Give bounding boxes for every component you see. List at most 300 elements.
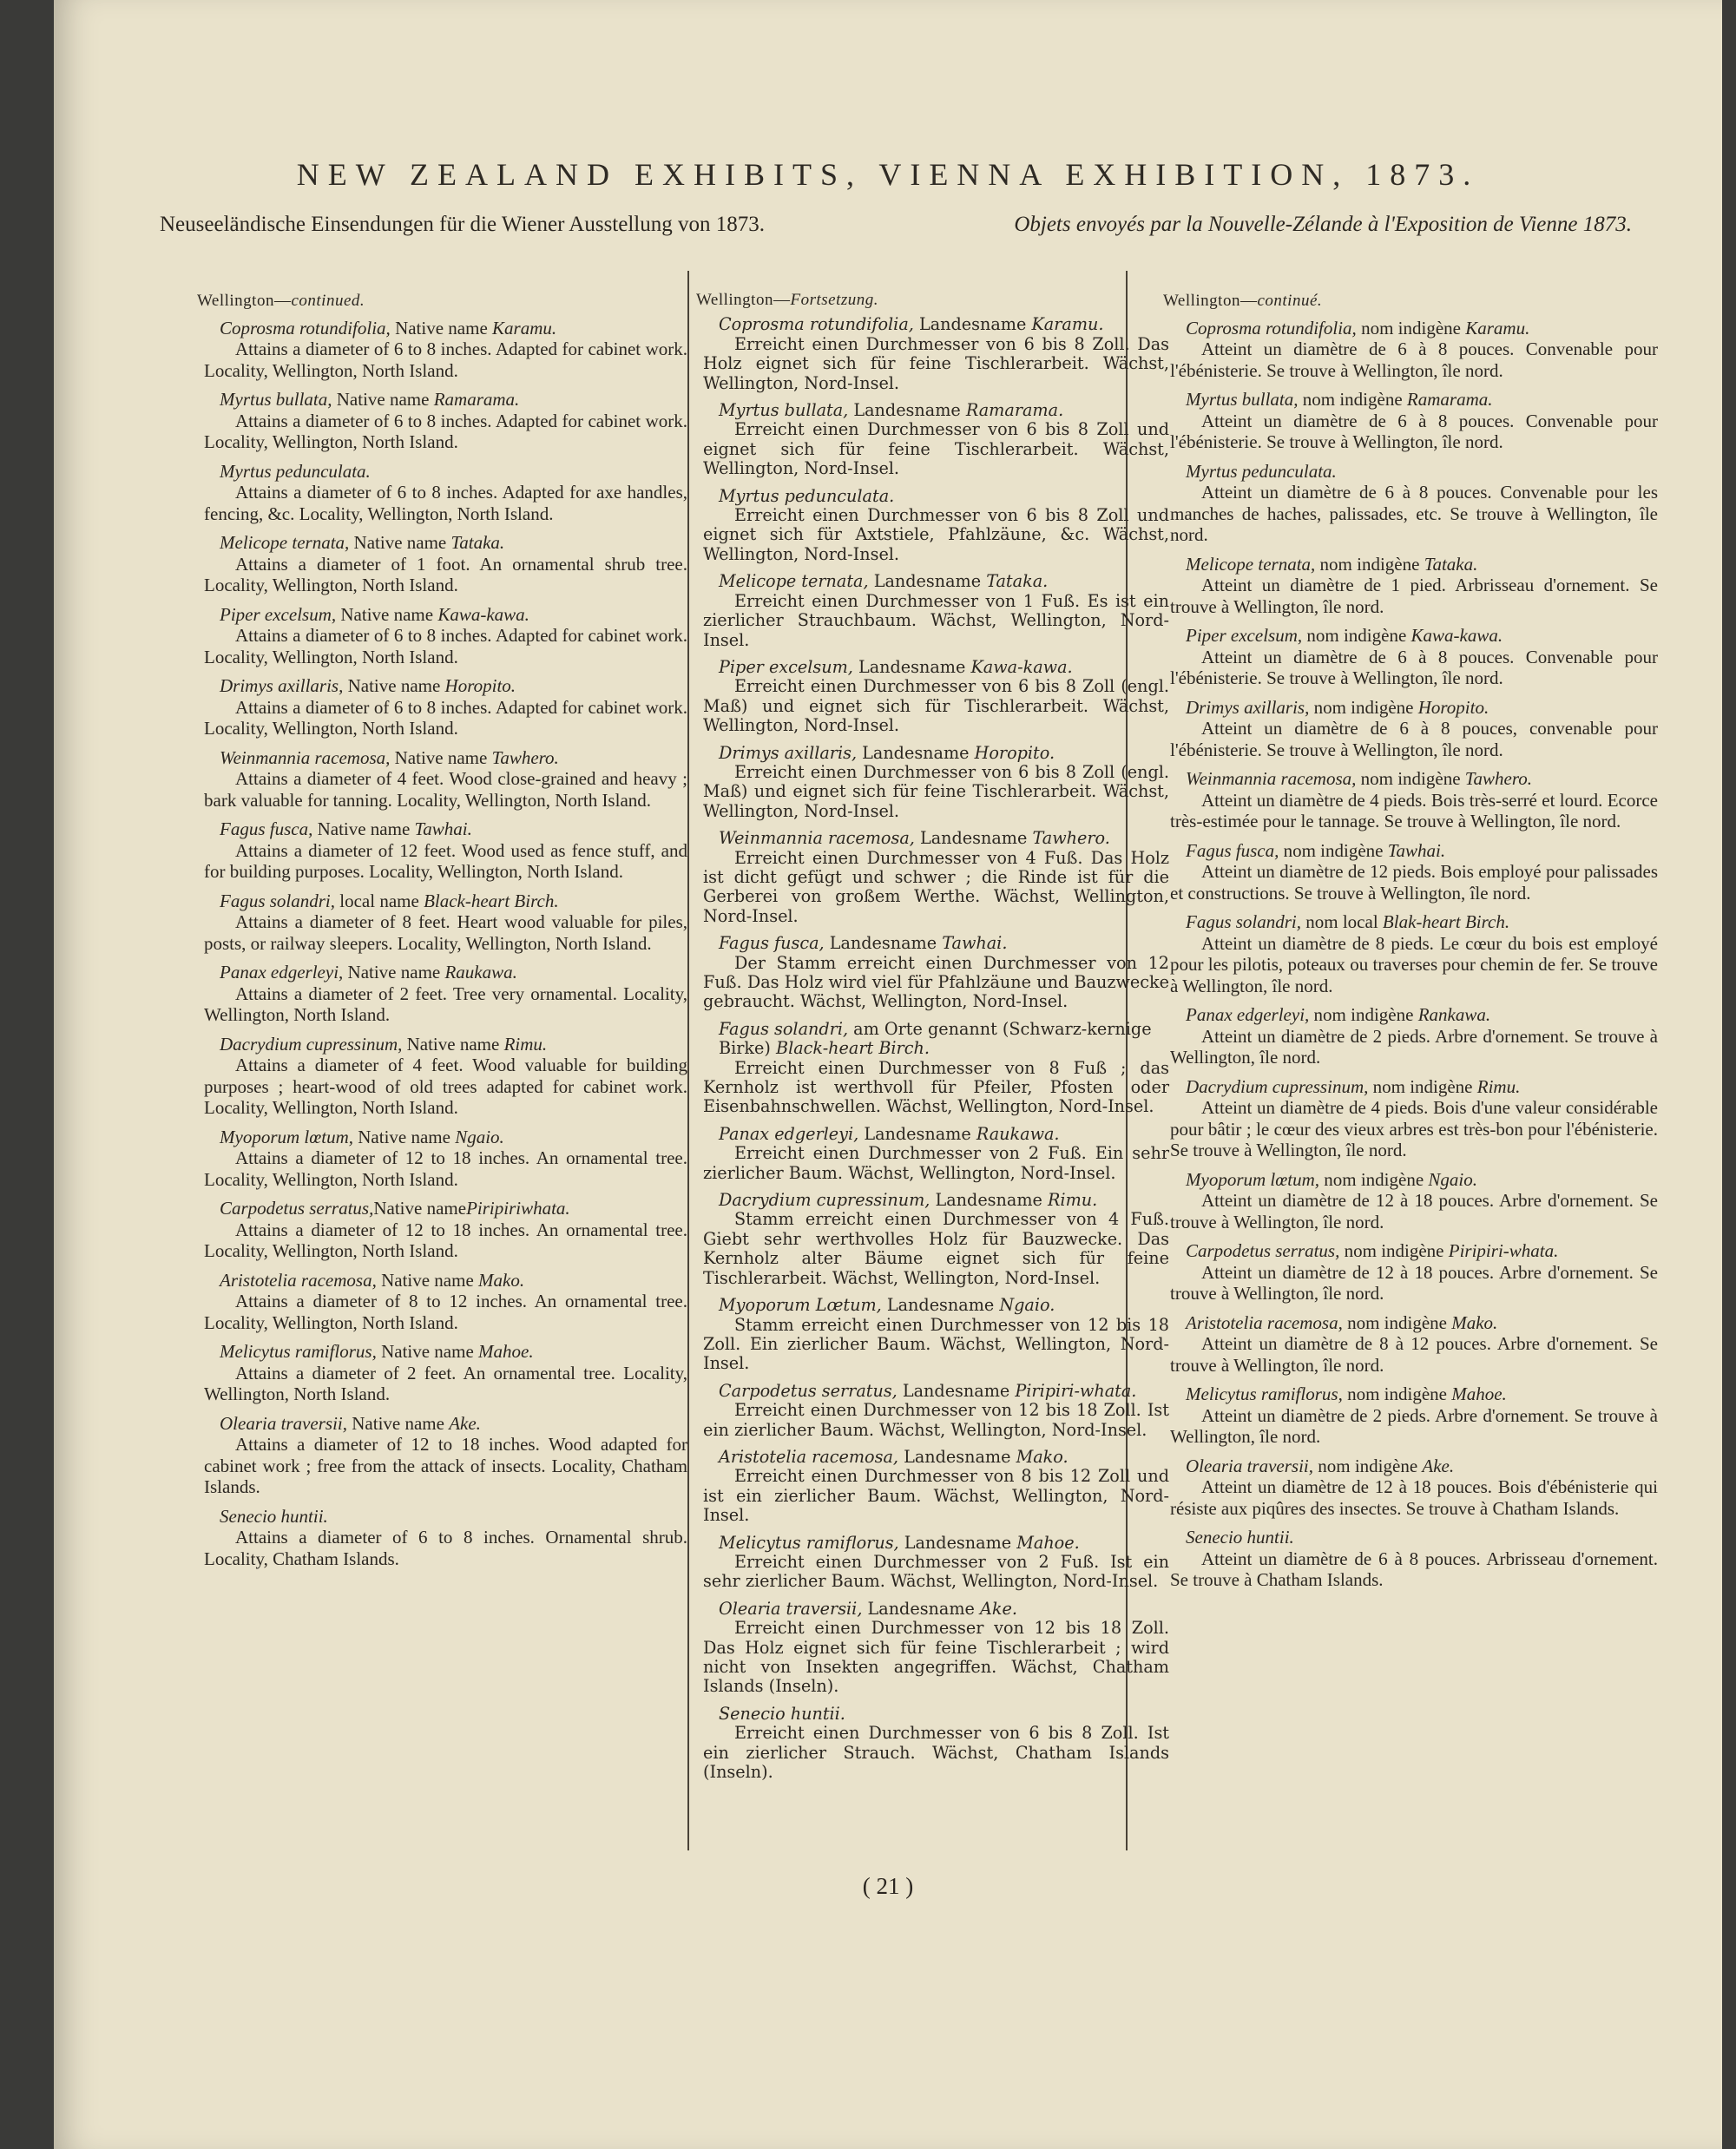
entry-heading xyxy=(197,962,687,983)
entry-heading xyxy=(197,890,687,912)
name-label: Native name xyxy=(376,1341,479,1362)
entry-description: Erreicht einen Durchmesser von 6 bis 8 Zoll (engl. Maß) und eignet sich für feine Tischlerarbeit. Wächst, Wellington, Nord-Insel. xyxy=(703,761,1169,821)
entry-description: Attains a diameter of 6 to 8 inches. Adapted for axe handles, fencing, &c. Locality, Wellington, North Island. xyxy=(204,482,687,524)
entry-heading xyxy=(1163,1076,1658,1098)
local-name: Ramarama. xyxy=(1406,389,1493,410)
entry-description: Atteint un diamètre de 12 à 18 pouces. Arbre d'ornement. Se trouve à Wellington, île nord. xyxy=(1170,1261,1658,1304)
local-name: Raukawa. xyxy=(976,1123,1060,1144)
species-name: Drimys axillaris, xyxy=(719,742,858,763)
entry-heading xyxy=(696,934,1169,953)
entry-heading xyxy=(1163,911,1658,933)
list-item xyxy=(696,1382,1169,1440)
entry-description: Atteint un diamètre de 12 pieds. Bois employé pour palissades et constructions. Se trouve à Wellington, île nord. xyxy=(1170,861,1658,904)
entry-description: Erreicht einen Durchmesser von 2 Fuß. Ist ein sehr zierlicher Baum. Wächst, Wellington, Nord-Insel. xyxy=(703,1551,1169,1592)
list-item xyxy=(696,1296,1169,1374)
entry-description: Erreicht einen Durchmesser von 12 bis 18 Zoll. Das Holz eignet sich für feine Tischlerarbeit ; wird nicht von Insekten angegriffen. Wächst, Chatham Islands (Inseln). xyxy=(703,1618,1169,1697)
entry-description: Atteint un diamètre de 6 à 8 pouces. Convenable pour l'ébénisterie. Se trouve à Wellington, île nord. xyxy=(1170,338,1658,381)
species-name: Fagus fusca, xyxy=(220,818,313,839)
name-label: Landesname xyxy=(852,656,971,677)
list-item xyxy=(1163,318,1658,382)
species-name: Myoporum Lœtum, xyxy=(719,1295,882,1316)
entry-heading xyxy=(197,1270,687,1291)
entry-description: Atteint un diamètre de 6 à 8 pouces. Convenable pour l'ébénisterie. Se trouve à Wellington, île nord. xyxy=(1170,410,1658,452)
list-item xyxy=(197,318,687,382)
subtitle-french: Objets envoyés par la Nouvelle-Zélande à l'Exposition de Vienne 1873. xyxy=(1014,213,1632,236)
local-name: Horopito. xyxy=(444,675,516,696)
name-label: Native name xyxy=(349,532,451,553)
list-item xyxy=(197,461,687,525)
local-name: Rimu. xyxy=(503,1033,548,1055)
local-name: Tawhero. xyxy=(1464,768,1533,789)
list-item xyxy=(1163,1240,1658,1305)
entry-description: Erreicht einen Durchmesser von 12 bis 18 Zoll. Ist ein zierlicher Baum. Wächst, Wellington, Nord-Insel. xyxy=(703,1400,1169,1440)
entry-description: Attains a diameter of 12 to 18 inches. Wood adapted for cabinet work ; free from the attack of insects. Locality, Chatham Islands. xyxy=(204,1434,687,1497)
name-label: nom indigène xyxy=(1319,1168,1429,1190)
local-name: Mahoe. xyxy=(1016,1532,1080,1553)
name-label: nom indigène xyxy=(1302,625,1411,646)
entry-heading xyxy=(696,1191,1169,1210)
species-name: Senecio huntii. xyxy=(220,1505,328,1527)
entry-heading xyxy=(1163,1312,1658,1334)
species-name: Senecio huntii. xyxy=(719,1703,845,1724)
species-name: Panax edgerleyi, xyxy=(1186,1004,1310,1025)
entry-description: Erreicht einen Durchmesser von 6 bis 8 Zoll (engl. Maß) und eignet sich für Tischlerarbeit. Wächst, Wellington, Nord-Insel. xyxy=(703,676,1169,736)
species-name: Drimys axillaris, xyxy=(220,675,344,696)
species-name: Drimys axillaris, xyxy=(1186,696,1310,718)
list-item xyxy=(696,934,1169,1012)
entry-heading xyxy=(197,461,687,483)
name-label: am Orte genannt (Schwarz-kernige Birke) xyxy=(719,1018,1152,1059)
species-name: Aristotelia racemosa, xyxy=(220,1269,377,1291)
column-divider xyxy=(687,271,689,1850)
species-name: Fagus fusca, xyxy=(719,933,825,954)
species-name: Coprosma rotundifolia, xyxy=(719,314,914,335)
entry-heading xyxy=(1163,389,1658,411)
entry-description: Attains a diameter of 4 feet. Wood close-grained and heavy ; bark valuable for tanning. Locality, Wellington, North Island. xyxy=(204,768,687,811)
document-page xyxy=(54,0,1722,2149)
entry-list xyxy=(1163,318,1658,1591)
list-item xyxy=(1163,1312,1658,1377)
name-label: Native name xyxy=(347,1412,450,1434)
name-label: Landesname xyxy=(897,1380,1016,1401)
entry-description: Atteint un diamètre de 4 pieds. Bois très-serré et lourd. Ecorce très-estimée pour le tannage. Se trouve à Wellington, île nord. xyxy=(1170,789,1658,831)
list-item xyxy=(696,401,1169,479)
list-item xyxy=(1163,1527,1658,1591)
name-label: nom indigène xyxy=(1342,1383,1452,1404)
local-name: Ngaio. xyxy=(999,1295,1055,1316)
name-label: Landesname xyxy=(913,314,1032,335)
species-name: Weinmannia racemosa, xyxy=(719,828,915,849)
species-name: Carpodetus serratus, xyxy=(220,1198,374,1219)
species-name: Fagus fusca, xyxy=(1186,839,1279,861)
name-label: Landesname xyxy=(881,1295,1000,1316)
local-name: Kawa-kawa. xyxy=(1410,625,1503,646)
entry-description: Der Stamm erreicht einen Durchmesser von 12 Fuß. Das Holz wird viel für Pfahlzäune und Bauzwecke gebraucht. Wächst, Wellington, Nord-Insel. xyxy=(703,952,1169,1012)
list-item xyxy=(197,890,687,955)
local-name: Tataka. xyxy=(986,571,1049,592)
entry-description: Attains a diameter of 12 feet. Wood used as fence stuff, and for building purposes. Locality, Wellington, North Island. xyxy=(204,839,687,882)
local-name: Karamu. xyxy=(492,317,557,338)
name-label: nom indigène xyxy=(1279,839,1388,861)
list-item xyxy=(1163,1383,1658,1448)
entry-description: Atteint un diamètre de 6 à 8 pouces. Convenable pour les manches de haches, palissades, etc. Se trouve à Wellington, île nord. xyxy=(1170,482,1658,545)
entry-heading xyxy=(197,1127,687,1148)
list-item xyxy=(1163,1004,1658,1068)
name-label: Landesname xyxy=(930,1190,1048,1211)
entry-description: Attains a diameter of 6 to 8 inches. Ornamental shrub. Locality, Chatham Islands. xyxy=(204,1527,687,1569)
name-label: nom indigène xyxy=(1342,1311,1452,1333)
entry-heading xyxy=(696,1705,1169,1724)
species-name: Weinmannia racemosa, xyxy=(1186,768,1357,789)
column-heading: Wellington—continué. xyxy=(1163,292,1323,310)
entry-description: Attains a diameter of 2 feet. An ornamental tree. Locality, Wellington, North Island. xyxy=(204,1362,687,1404)
local-name: Tataka. xyxy=(450,532,505,553)
local-name: Raukawa. xyxy=(444,962,517,982)
entry-heading xyxy=(696,315,1169,334)
species-name: Coprosma rotundifolia, xyxy=(220,317,391,338)
entry-heading xyxy=(696,744,1169,763)
entry-heading xyxy=(696,1296,1169,1315)
entry-heading xyxy=(696,401,1169,420)
local-name: Rimu. xyxy=(1476,1075,1521,1097)
entry-heading xyxy=(1163,1456,1658,1477)
local-name: Horopito. xyxy=(1417,696,1489,718)
entry-description: Attains a diameter of 6 to 8 inches. Adapted for cabinet work. Locality, Wellington, North Island. xyxy=(204,410,687,452)
entry-description: Atteint un diamètre de 4 pieds. Bois d'une valeur considérable pour bâtir ; le cœur des vieux arbres est très-bon pour l'ébénisterie. Se trouve à Wellington, île nord. xyxy=(1170,1097,1658,1160)
entry-heading xyxy=(1163,840,1658,862)
local-name: Black-heart Birch. xyxy=(775,1038,930,1059)
species-name: Carpodetus serratus, xyxy=(719,1380,898,1401)
entry-description: Atteint un diamètre de 8 pieds. Le cœur du bois est employé pour les pilotis, poteaux ou traverses pour chemin de fer. Se trouve à Wellington, île nord. xyxy=(1170,932,1658,996)
name-label: nom local xyxy=(1301,911,1383,932)
entry-description: Erreicht einen Durchmesser von 4 Fuß. Das Holz ist dicht gefügt und schwer ; die Rinde ist für die Gerberei von großem Werthe. Wächst, Wellington, Nord-Insel. xyxy=(703,847,1169,926)
entry-heading xyxy=(197,318,687,339)
local-name: Tawhai. xyxy=(414,818,472,839)
entry-heading xyxy=(197,1341,687,1363)
name-label: Landesname xyxy=(858,1123,976,1144)
entry-description: Attains a diameter of 8 to 12 inches. An ornamental tree. Locality, Wellington, North Island. xyxy=(204,1291,687,1333)
name-label: Native name xyxy=(390,746,492,768)
local-name: Tawhai. xyxy=(1387,839,1446,861)
entry-heading xyxy=(1163,461,1658,483)
list-item xyxy=(197,532,687,596)
list-item xyxy=(197,1341,687,1405)
species-name: Melicope ternata, xyxy=(1186,553,1316,575)
species-name: Panax edgerleyi, xyxy=(220,962,344,982)
species-name: Dacrydium cupressinum, xyxy=(220,1033,403,1055)
entry-description: Attains a diameter of 12 to 18 inches. An ornamental tree. Locality, Wellington, North Island. xyxy=(204,1147,687,1190)
local-name: Kawa-kawa. xyxy=(970,656,1073,677)
entry-description: Stamm erreicht einen Durchmesser von 4 Fuß. Giebt sehr werthvolles Holz für Bauzwecke. Das Kernholz alter Bäume eignet sich für feine Tischlerarbeit. Wächst, Wellington, Nord-Insel. xyxy=(703,1209,1169,1288)
name-label: Landesname xyxy=(914,828,1033,849)
list-item xyxy=(197,675,687,739)
entry-heading xyxy=(696,1448,1169,1467)
entry-description: Atteint un diamètre de 8 à 12 pouces. Arbre d'ornement. Se trouve à Wellington, île nord. xyxy=(1170,1333,1658,1376)
species-name: Myrtus bullata, xyxy=(719,400,849,421)
entry-heading xyxy=(1163,1527,1658,1548)
species-name: Olearia traversii, xyxy=(1186,1455,1313,1476)
entry-description: Attains a diameter of 6 to 8 inches. Adapted for cabinet work. Locality, Wellington, North Island. xyxy=(204,625,687,667)
list-item xyxy=(197,1034,687,1119)
species-name: Myrtus bullata, xyxy=(220,389,332,410)
entry-heading xyxy=(197,747,687,769)
entry-heading xyxy=(696,1600,1169,1619)
name-label: nom indigène xyxy=(1368,1075,1477,1097)
name-label: Native name xyxy=(353,1126,456,1147)
name-label: local name xyxy=(335,890,424,911)
entry-heading xyxy=(1163,554,1658,575)
species-name: Piper excelsum, xyxy=(719,656,853,677)
list-item xyxy=(197,389,687,453)
list-item xyxy=(1163,461,1658,546)
list-item xyxy=(1163,389,1658,453)
local-name: Rimu. xyxy=(1047,1190,1098,1211)
list-item xyxy=(696,487,1169,565)
local-name: Ngaio. xyxy=(455,1126,504,1147)
name-label: Native name xyxy=(336,603,438,625)
species-name: Aristotelia racemosa, xyxy=(1186,1311,1343,1333)
entry-description: Stamm erreicht einen Durchmesser von 12 bis 18 Zoll. Ein zierlicher Baum. Wächst, Wellington, Nord-Insel. xyxy=(703,1314,1169,1374)
species-name: Olearia traversii, xyxy=(719,1598,863,1619)
local-name: Ramarama. xyxy=(965,400,1064,421)
list-item xyxy=(1163,625,1658,689)
entry-heading xyxy=(1163,768,1658,790)
entry-heading xyxy=(197,532,687,554)
local-name: Mako. xyxy=(1016,1446,1069,1467)
entry-heading xyxy=(197,818,687,840)
entry-description: Erreicht einen Durchmesser von 6 bis 8 Zoll und eignet sich für feine Tischlerarbeit. Wächst, Wellington, Nord-Insel. xyxy=(703,419,1169,479)
local-name: Kawa-kawa. xyxy=(437,603,529,625)
species-name: Weinmannia racemosa, xyxy=(220,746,391,768)
species-name: Panax edgerleyi, xyxy=(719,1123,859,1144)
entry-description: Attains a diameter of 2 feet. Tree very ornamental. Locality, Wellington, North Island. xyxy=(204,982,687,1025)
entry-description: Attains a diameter of 4 feet. Wood valuable for building purposes ; heart-wood of old trees adapted for cabinet work. Locality, Wellington, North Island. xyxy=(204,1055,687,1118)
page-number: ( 21 ) xyxy=(862,1873,914,1899)
local-name: Karamu. xyxy=(1465,317,1530,338)
name-label: nom indigène xyxy=(1356,768,1465,789)
list-item xyxy=(197,747,687,812)
entry-heading xyxy=(696,1382,1169,1401)
entry-heading xyxy=(197,1034,687,1055)
species-name: Myoporum lœtum, xyxy=(220,1126,353,1147)
species-name: Melicope ternata, xyxy=(220,532,350,553)
list-item xyxy=(696,1448,1169,1526)
entry-heading xyxy=(197,1198,687,1219)
name-label: Native name xyxy=(402,1033,504,1055)
list-item xyxy=(197,1413,687,1498)
list-item xyxy=(197,962,687,1026)
entry-heading xyxy=(696,1125,1169,1144)
list-item xyxy=(197,1506,687,1570)
name-label: Landesname xyxy=(898,1446,1016,1467)
name-label: Landesname xyxy=(848,400,966,421)
entry-heading xyxy=(1163,318,1658,339)
local-name: Ramarama. xyxy=(433,389,520,410)
entry-description: Erreicht einen Durchmesser von 1 Fuß. Es ist ein zierlicher Strauchbaum. Wächst, Wellington, Nord-Insel. xyxy=(703,590,1169,650)
list-item xyxy=(696,1600,1169,1697)
entry-description: Attains a diameter of 6 to 8 inches. Adapted for cabinet work. Locality, Wellington, North Island. xyxy=(204,338,687,381)
species-name: Aristotelia racemosa, xyxy=(719,1446,898,1467)
local-name: Mako. xyxy=(1451,1311,1498,1333)
page-title: NEW ZEALAND EXHIBITS, VIENNA EXHIBITION, 1873. xyxy=(296,157,1480,192)
entry-heading xyxy=(1163,625,1658,647)
name-label: Native name xyxy=(390,317,493,338)
entry-description: Attains a diameter of 8 feet. Heart wood valuable for piles, posts, or railway sleepers. Locality, Wellington, North Island. xyxy=(204,911,687,954)
species-name: Fagus solandri, xyxy=(1186,911,1302,932)
name-label: Native name xyxy=(343,962,445,982)
name-label: Native name xyxy=(373,1198,467,1219)
column-heading: Wellington—continued. xyxy=(197,292,365,310)
local-name: Mahoe. xyxy=(1451,1383,1507,1404)
local-name: Tawhero. xyxy=(491,746,559,768)
name-label: nom indigène xyxy=(1356,317,1466,338)
local-name: Karamu. xyxy=(1031,314,1104,335)
list-item xyxy=(197,1270,687,1334)
list-item xyxy=(197,1127,687,1191)
entry-heading xyxy=(197,1506,687,1528)
list-item xyxy=(1163,768,1658,832)
name-label: Landesname xyxy=(857,742,975,763)
species-name: Piper excelsum, xyxy=(220,603,337,625)
name-label: nom indigène xyxy=(1339,1240,1449,1261)
species-name: Coprosma rotundifolia, xyxy=(1186,317,1357,338)
entry-heading xyxy=(1163,697,1658,719)
list-item xyxy=(1163,1456,1658,1520)
species-name: Melicytus ramiflorus, xyxy=(1186,1383,1343,1404)
local-name: Ake. xyxy=(449,1412,481,1434)
entry-heading xyxy=(197,675,687,697)
list-item xyxy=(1163,554,1658,618)
local-name: Ake. xyxy=(1422,1455,1455,1476)
name-label: nom indigène xyxy=(1309,696,1418,718)
entry-description: Attains a diameter of 1 foot. An ornamental shrub tree. Locality, Wellington, North Island. xyxy=(204,553,687,595)
list-item xyxy=(696,1125,1169,1183)
species-name: Dacrydium cupressinum, xyxy=(1186,1075,1369,1097)
species-name: Myrtus pedunculata. xyxy=(719,485,895,506)
list-item xyxy=(696,658,1169,736)
local-name: Mako. xyxy=(478,1269,525,1291)
name-label: Landesname xyxy=(868,571,987,592)
entry-description: Atteint un diamètre de 2 pieds. Arbre d'ornement. Se trouve à Wellington, île nord. xyxy=(1170,1025,1658,1068)
subtitle-german: Neuseeländische Einsendungen für die Wiener Ausstellung von 1873. xyxy=(160,213,765,236)
list-item xyxy=(1163,1076,1658,1161)
species-name: Myoporum lœtum, xyxy=(1186,1168,1319,1190)
list-item xyxy=(1163,840,1658,904)
species-name: Myrtus bullata, xyxy=(1186,389,1299,410)
name-label: Landesname xyxy=(824,933,943,954)
species-name: Melicytus ramiflorus, xyxy=(719,1532,899,1553)
local-name: Ngaio. xyxy=(1428,1168,1477,1190)
list-item xyxy=(696,1020,1169,1117)
species-name: Senecio huntii. xyxy=(1186,1527,1294,1548)
column-french xyxy=(1163,291,1658,1599)
local-name: Tataka. xyxy=(1424,553,1478,575)
entry-description: Erreicht einen Durchmesser von 8 bis 12 Zoll und ist ein zierlicher Baum. Wächst, Wellington, Nord-Insel. xyxy=(703,1466,1169,1526)
list-item xyxy=(696,315,1169,393)
entry-heading xyxy=(1163,1169,1658,1191)
name-label: Native name xyxy=(312,818,415,839)
entry-description: Atteint un diamètre de 2 pieds. Arbre d'ornement. Se trouve à Wellington, île nord. xyxy=(1170,1404,1658,1447)
list-item xyxy=(1163,911,1658,996)
entry-description: Erreicht einen Durchmesser von 6 bis 8 Zoll und eignet sich für Axtstiele, Pfahlzäune, &c. Wächst, Wellington, Nord-Insel. xyxy=(703,505,1169,564)
species-name: Myrtus pedunculata. xyxy=(220,460,371,482)
local-name: Black-heart Birch. xyxy=(424,890,559,911)
local-name: Piripiriwhata. xyxy=(466,1198,570,1219)
local-name: Ake. xyxy=(980,1598,1017,1619)
list-item xyxy=(696,1705,1169,1783)
name-label: nom indigène xyxy=(1313,1455,1423,1476)
entry-heading xyxy=(696,1534,1169,1553)
name-label: nom indigène xyxy=(1309,1004,1418,1025)
list-item xyxy=(696,744,1169,822)
entry-description: Atteint un diamètre de 6 à 8 pouces, convenable pour l'ébénisterie. Se trouve à Wellington, île nord. xyxy=(1170,718,1658,760)
column-german xyxy=(696,291,1169,1790)
entry-heading xyxy=(696,658,1169,677)
entry-description: Erreicht einen Durchmesser von 6 bis 8 Zoll. Das Holz eignet sich für feine Tischlerarbeit. Wächst, Wellington, Nord-Insel. xyxy=(703,333,1169,393)
list-item xyxy=(197,1198,687,1262)
local-name: Piripiri-whata. xyxy=(1015,1380,1137,1401)
list-item xyxy=(1163,1169,1658,1233)
local-name: Piripiri-whata. xyxy=(1448,1240,1559,1261)
entry-description: Atteint un diamètre de 6 à 8 pouces. Convenable pour l'ébénisterie. Se trouve à Wellington, île nord. xyxy=(1170,646,1658,688)
species-name: Dacrydium cupressinum, xyxy=(719,1190,930,1211)
name-label: Native name xyxy=(332,389,434,410)
species-name: Fagus solandri, xyxy=(220,890,336,911)
species-name: Melicope ternata, xyxy=(719,571,869,592)
entry-heading xyxy=(1163,1383,1658,1405)
name-label: Landesname xyxy=(898,1532,1017,1553)
species-name: Myrtus pedunculata. xyxy=(1186,460,1337,482)
local-name: Tawhero. xyxy=(1032,828,1110,849)
entry-heading xyxy=(696,1020,1169,1059)
entry-description: Atteint un diamètre de 6 à 8 pouces. Arbrisseau d'ornement. Se trouve à Chatham Islands. xyxy=(1170,1548,1658,1590)
list-item xyxy=(696,829,1169,926)
entry-description: Atteint un diamètre de 12 à 18 pouces. Arbre d'ornement. Se trouve à Wellington, île nord. xyxy=(1170,1190,1658,1232)
name-label: nom indigène xyxy=(1315,553,1424,575)
name-label: nom indigène xyxy=(1298,389,1407,410)
list-item xyxy=(197,818,687,883)
entry-heading xyxy=(1163,1240,1658,1262)
entry-heading xyxy=(696,572,1169,591)
list-item xyxy=(696,1191,1169,1288)
local-name: Tawhai. xyxy=(942,933,1008,954)
local-name: Rankawa. xyxy=(1417,1004,1491,1025)
entry-description: Attains a diameter of 6 to 8 inches. Adapted for cabinet work. Locality, Wellington, North Island. xyxy=(204,696,687,739)
entry-list xyxy=(197,318,687,1570)
entry-description: Attains a diameter of 12 to 18 inches. An ornamental tree. Locality, Wellington, North Island. xyxy=(204,1219,687,1261)
local-name: Blak-heart Birch. xyxy=(1382,911,1510,932)
list-item xyxy=(197,604,687,668)
species-name: Fagus solandri, xyxy=(719,1018,849,1039)
column-heading: Wellington—Fortsetzung. xyxy=(696,291,878,309)
entry-heading xyxy=(197,604,687,626)
list-item xyxy=(1163,697,1658,761)
column-english xyxy=(197,291,687,1577)
entry-heading xyxy=(696,487,1169,506)
local-name: Mahoe. xyxy=(478,1341,534,1362)
entry-description: Erreicht einen Durchmesser von 8 Fuß ; das Kernholz ist werthvoll für Pfeiler, Pfosten oder Eisenbahnschwellen. Wächst, Wellington, Nord-Insel. xyxy=(703,1057,1169,1117)
entry-heading xyxy=(1163,1004,1658,1026)
entry-description: Atteint un diamètre de 12 à 18 pouces. Bois d'ébénisterie qui résiste aux piqûres des insectes. Se trouve à Chatham Islands. xyxy=(1170,1476,1658,1519)
species-name: Olearia traversii, xyxy=(220,1412,347,1434)
entry-description: Erreicht einen Durchmesser von 6 bis 8 Zoll. Ist ein zierlicher Strauch. Wächst, Chatham Islands (Inseln). xyxy=(703,1723,1169,1783)
list-item xyxy=(696,1534,1169,1592)
name-label: Native name xyxy=(343,675,445,696)
entry-list xyxy=(696,315,1169,1782)
species-name: Piper excelsum, xyxy=(1186,625,1303,646)
species-name: Melicytus ramiflorus, xyxy=(220,1341,377,1362)
list-item xyxy=(696,572,1169,650)
